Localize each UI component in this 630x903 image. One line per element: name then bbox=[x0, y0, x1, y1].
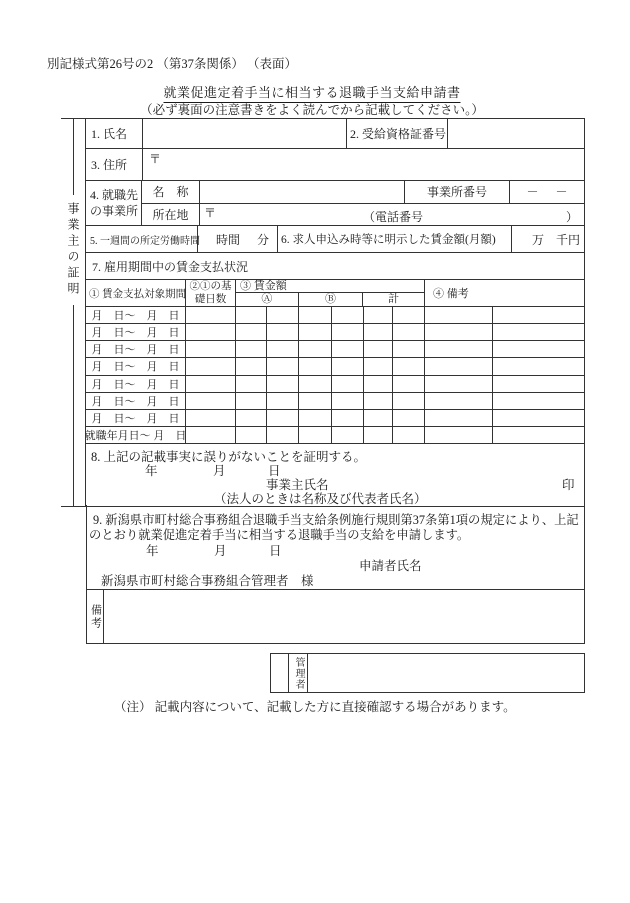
phone-number-label: （電話番号 bbox=[363, 209, 424, 224]
remarks-box bbox=[86, 590, 585, 644]
postal-mark: 〒 bbox=[149, 152, 162, 166]
remarks-label-cell bbox=[87, 590, 104, 643]
employer-cert-gutter bbox=[61, 119, 86, 506]
col-days-label: ②①の基 礎日数 bbox=[186, 280, 236, 306]
section8-certification bbox=[86, 444, 584, 506]
wage-row: 月 日～ 月 日 bbox=[86, 358, 584, 375]
application-statement-line1: 9. 新潟県市町村総合事務組合退職手当支給条例施行規則第37条第1項の規定により、上記 bbox=[93, 513, 579, 527]
wage-row: 月 日～ 月 日 bbox=[86, 307, 584, 324]
hours-value-box bbox=[198, 226, 278, 252]
name-label: 1. 氏名 bbox=[86, 119, 143, 148]
wage-table-header bbox=[86, 280, 584, 307]
workplace-address-label: 所在地 bbox=[142, 204, 200, 226]
stated-wage-label: 6. 求人申込み時等に明示した賃金額(月額) bbox=[278, 226, 512, 252]
weekly-hours-label: 5. 一週間の所定労働時間 bbox=[86, 226, 198, 252]
row-wage-status-title bbox=[86, 253, 584, 280]
office-number-dash: － bbox=[555, 185, 568, 200]
page-title: 就業促進定着手当に相当する退職手当支給申請書 bbox=[163, 82, 460, 103]
bracket-line-top bbox=[73, 119, 74, 195]
row-hours-wage bbox=[86, 226, 584, 253]
cert-no-label: 2. 受給資格証番号 bbox=[347, 119, 448, 148]
col-b-label: Ⓑ bbox=[299, 293, 364, 306]
office-number-dash: － bbox=[526, 185, 539, 200]
footnote: （注） 記載内容について、記載した方に直接確認する場合があります。 bbox=[114, 700, 516, 714]
wage-rows bbox=[86, 307, 584, 444]
manager-label: 管理者 bbox=[293, 656, 304, 690]
row-workplace bbox=[86, 181, 584, 226]
section9-application bbox=[86, 505, 585, 590]
cert-statement: 8. 上記の記載事実に誤りがないことを証明する。 bbox=[91, 450, 367, 464]
remarks-label: 備考 bbox=[89, 603, 102, 630]
app-date-month: 月 bbox=[214, 544, 227, 558]
page-subtitle: （必ず裏面の注意書きをよく読んでから記載してください。） bbox=[140, 103, 484, 117]
col-wages-label: ③ 賃金額 bbox=[236, 280, 424, 293]
app-date-day: 日 bbox=[269, 544, 282, 558]
address-value-box bbox=[143, 149, 584, 180]
office-number-label: 事業所番号 bbox=[405, 181, 510, 203]
col-period-label: ① 賃金支払対象期間 bbox=[86, 280, 186, 306]
minutes-unit: 分 bbox=[256, 232, 269, 247]
app-date-year: 年 bbox=[146, 544, 159, 558]
manager-label-cell bbox=[288, 654, 308, 692]
wage-row: 月 日～ 月 日 bbox=[86, 410, 584, 427]
wage-row: 月 日～ 月 日 bbox=[86, 324, 584, 341]
address-label: 3. 住所 bbox=[86, 149, 143, 180]
col-total-label: 計 bbox=[388, 293, 400, 305]
workplace-label: 4. 就職先 の事業所 bbox=[86, 181, 142, 225]
cert-date-day: 日 bbox=[268, 464, 281, 478]
addressee: 新潟県市町村総合事務組合管理者 様 bbox=[101, 574, 314, 588]
col-wages-group bbox=[236, 280, 425, 306]
form-code: 別記様式第26号の2 （第37条関係） （表面） bbox=[47, 57, 298, 71]
wage-status-title: 7. 雇用期間中の賃金支払状況 bbox=[92, 259, 249, 274]
bracket-line-bottom bbox=[73, 305, 74, 506]
postal-mark: 〒 bbox=[204, 205, 217, 220]
row-address bbox=[86, 149, 584, 181]
name-value-box bbox=[143, 119, 347, 148]
col-a-label: Ⓐ bbox=[236, 293, 299, 306]
phone-number-close: ） bbox=[565, 209, 578, 224]
applicant-name-label: 申請者氏名 bbox=[359, 559, 422, 573]
corporation-note: （法人のときは名称及び代表者氏名） bbox=[214, 492, 427, 506]
cert-date-month: 月 bbox=[213, 464, 226, 478]
employer-cert-label: 事業主の証明 bbox=[66, 202, 80, 298]
manager-box bbox=[270, 653, 585, 693]
col-remarks-label: ④ 備考 bbox=[433, 288, 469, 300]
wage-row: 月 日～ 月 日 bbox=[86, 376, 584, 393]
wage-row-hire-date: 就職年月日～ 月 日 bbox=[86, 427, 584, 444]
office-number-value-box bbox=[510, 181, 584, 203]
employer-name-label: 事業主氏名 bbox=[266, 478, 329, 492]
row-name bbox=[86, 119, 584, 149]
workplace-name-value-box bbox=[200, 181, 405, 203]
cert-no-value-box bbox=[448, 119, 584, 148]
application-statement-line2: のとおり就業促進定着手当に相当する退職手当の支給を申請します。 bbox=[89, 528, 470, 542]
employer-certification-table bbox=[61, 118, 585, 507]
hours-unit: 時間 bbox=[216, 232, 241, 247]
workplace-address-value-box bbox=[200, 204, 584, 226]
cert-date-year: 年 bbox=[145, 464, 158, 478]
wage-row: 月 日～ 月 日 bbox=[86, 341, 584, 358]
seal-mark: 印 bbox=[562, 478, 575, 492]
wage-unit: 万 千円 bbox=[531, 232, 580, 247]
workplace-name-label: 名 称 bbox=[142, 181, 200, 203]
wage-row: 月 日～ 月 日 bbox=[86, 393, 584, 410]
